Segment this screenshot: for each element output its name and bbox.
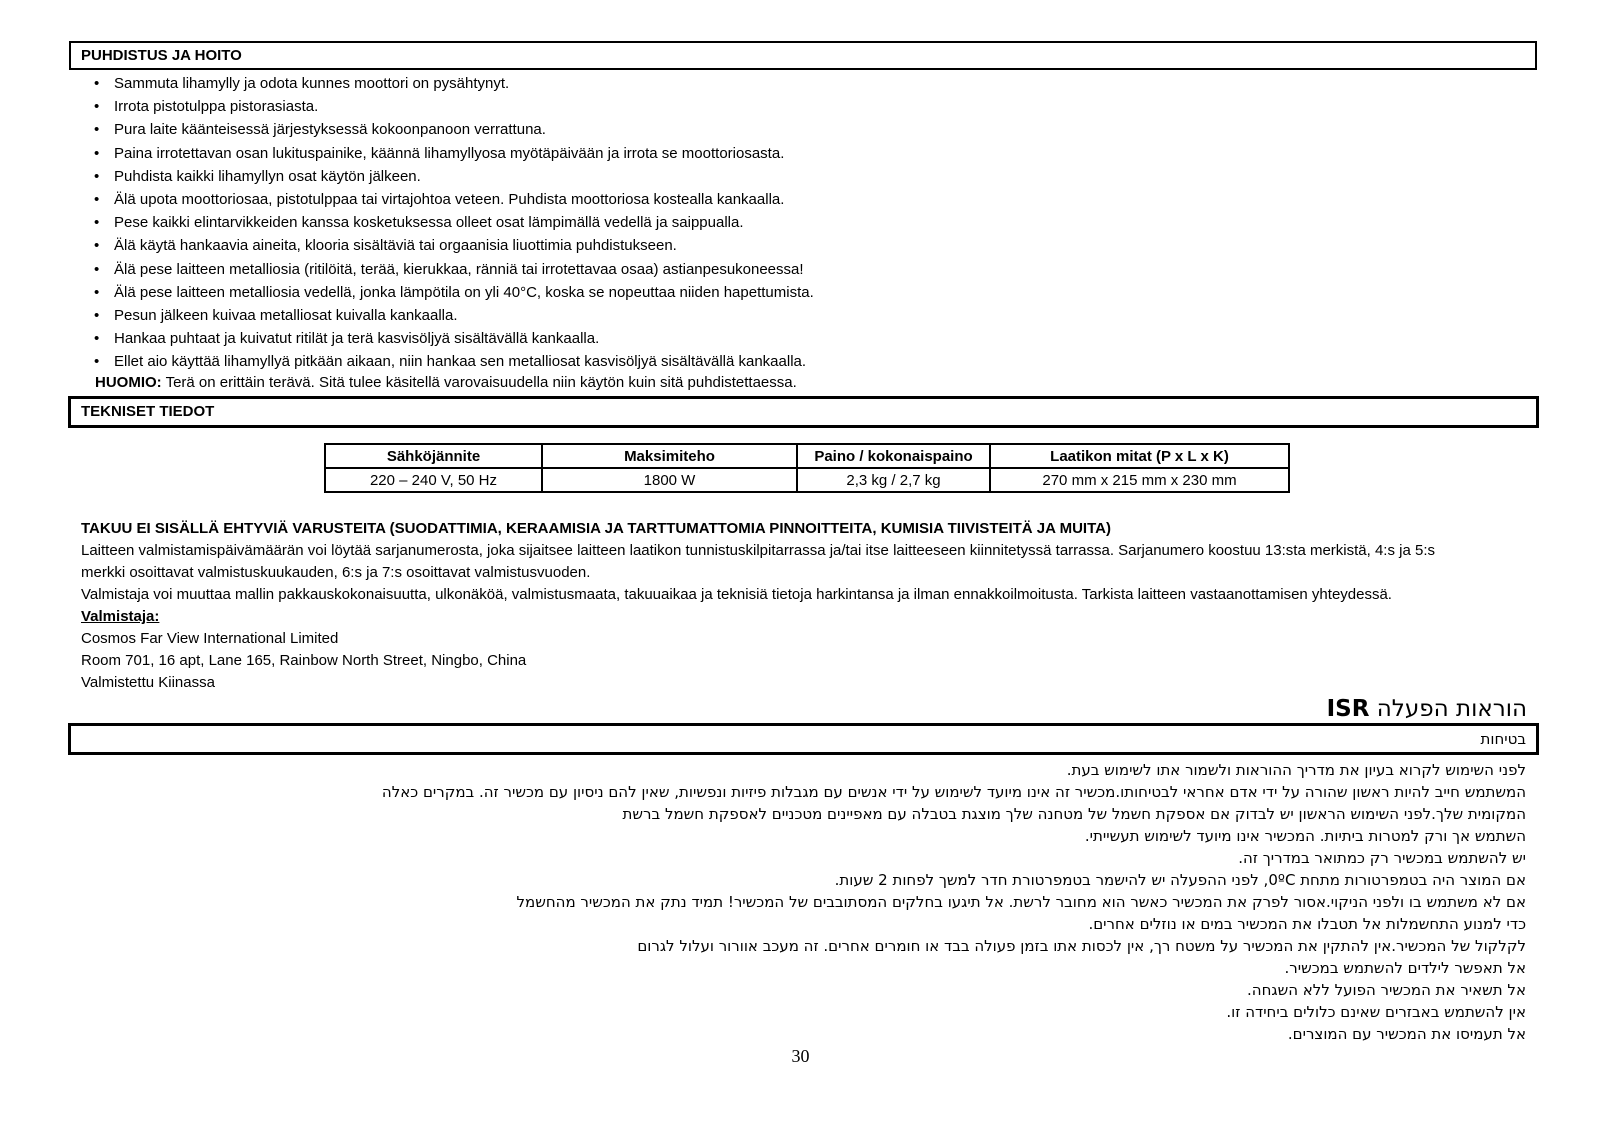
table-header-row: [325, 444, 1289, 468]
list-item: • Älä pese laitteen metalliosia (ritilöitä, terää, kierukkaa, ränniä tai irrotettavaa osaa) astianpesukoneessa!: [90, 258, 814, 281]
note-text: Terä on erittäin terävä. Sitä tulee käsitellä varovaisuudella niin käytön kuin sitä puhdistettaessa.: [161, 374, 797, 391]
list-item: • Ellet aio käyttää lihamyllyä pitkään aikaan, niin hankaa sen metalliosat kasvisöljyä sisältävällä kankaalla.: [90, 350, 814, 373]
specs-table: [324, 443, 1290, 493]
table-row: [325, 468, 1289, 492]
page-number: 30: [791, 1046, 810, 1066]
table-cell: 1800 W: [542, 468, 797, 492]
table-header-cell: Laatikon mitat (P x L x K): [990, 444, 1289, 468]
hebrew-line: יש להשתמש במכשיר רק כמתואר במדריך זה.: [1238, 849, 1526, 867]
table-cell: 270 mm x 215 mm x 230 mm: [990, 468, 1289, 492]
section-title-safety: בטיחות: [68, 723, 1539, 755]
manufacturer-label: Valmistaja:: [81, 608, 160, 625]
hebrew-line: המקומית שלך.לפני השימוש הראשון יש לבדוק אם אספקת חשמל של מטחנה שלך מוצגת בטבלה עם מאפיינים מטכניים לאספקת חשמל ברשת: [622, 805, 1526, 823]
warranty-heading: TAKUU EI SISÄLLÄ EHTYVIÄ VARUSTEITA (SUODATTIMIA, KERAAMISIA JA TARTTUMATTOMIA PINNOITTEITA, KUMISIA TIIVISTEITÄ JA MUITA): [81, 520, 1111, 537]
hebrew-title-code: ISR: [1326, 696, 1370, 722]
cleaning-list: [90, 72, 814, 374]
section-title-specs: TEKNISET TIEDOT: [68, 396, 1539, 428]
manufacturer-address: Room 701, 16 apt, Lane 165, Rainbow North Street, Ningbo, China: [81, 652, 527, 669]
hebrew-line: לקלקול של המכשיר.אין להתקין את המכשיר על משטח רך, אין לכסות אתו בזמן פעולה בבד או חומרים אחרים. זה מעכב אוורור ועלול לגרום: [637, 937, 1526, 955]
list-item: • Älä pese laitteen metalliosia vedellä, jonka lämpötila on yli 40°C, koska se nopeuttaa niiden hapettumista.: [90, 281, 814, 304]
hebrew-line: אין להשתמש באבזרים שאינם כלולים ביחידה זו.: [1226, 1003, 1526, 1021]
cleaning-note: [95, 372, 797, 394]
table-cell: 2,3 kg / 2,7 kg: [797, 468, 990, 492]
hebrew-title: [1327, 694, 1527, 724]
hebrew-line: השתמש אך ורק למטרות ביתיות. המכשיר אינו מיועד לשימוש תעשייתי.: [1084, 827, 1526, 845]
note-label: HUOMIO:: [95, 374, 162, 391]
list-item: • Irrota pistotulppa pistorasiasta.: [90, 95, 814, 118]
warranty-text-line: Laitteen valmistamispäivämäärän voi löytää sarjanumerosta, joka sijaitsee laitteen laatikon tunnistuskilpitarrassa ja/tai itse laitteeseen kiinnitetyssä tarrassa. Sarjanumero koostuu 13:sta merkistä, 4:s ja 5:s: [81, 542, 1435, 559]
list-item: • Älä upota moottoriosaa, pistotulppaa tai virtajohtoa veteen. Puhdista moottoriosa kostealla kankaalla.: [90, 188, 814, 211]
hebrew-line: אם המוצר היה בטמפרטורות מתחת 0ºC, לפני ההפעלה יש להישמר בטמפרטורת חדר למשך לפחות 2 שעות.: [834, 871, 1526, 889]
list-item: • Hankaa puhtaat ja kuivatut ritilät ja terä kasvisöljyä sisältävällä kankaalla.: [90, 327, 814, 350]
list-item: • Puhdista kaikki lihamyllyn osat käytön jälkeen.: [90, 165, 814, 188]
hebrew-line: אל תשאיר את המכשיר הפועל ללא השגחה.: [1247, 981, 1526, 999]
hebrew-line: אם לא משתמש בו ולפני הניקוי.אסור לפרק את המכשיר כאשר הוא מחובר לרשת. אל תיגעו בחלקים המסתובבים של המכשיר! תמיד נתק את המכשיר מהחשמל: [516, 893, 1526, 911]
list-item: • Sammuta lihamylly ja odota kunnes moottori on pysähtynyt.: [90, 72, 814, 95]
table-header-cell: Sähköjännite: [325, 444, 542, 468]
hebrew-line: אל תאפשר לילדים להשתמש במכשיר.: [1284, 959, 1526, 977]
table-cell: 220 – 240 V, 50 Hz: [325, 468, 542, 492]
list-item: • Pura laite käänteisessä järjestyksessä kokoonpanoon verrattuna.: [90, 118, 814, 141]
section-title-cleaning: PUHDISTUS JA HOITO: [69, 41, 1537, 70]
hebrew-line: המשתמש חייב להיות ראשון שהורה על ידי אדם אחראי לבטיחותו.מכשיר זה אינו מיועד לשימוש על ידי אנשים עם מגבלות פיזיות ונפשיות, שאין להם ניסיון עם מכשיר זה. במקרים כאלה: [381, 783, 1526, 801]
warranty-text-line: merkki osoittavat valmistuskuukauden, 6:s ja 7:s osoittavat valmistusvuoden.: [81, 564, 591, 581]
hebrew-title-text: הוראות הפעלה: [1376, 696, 1527, 722]
list-item: • Pese kaikki elintarvikkeiden kanssa kosketuksessa olleet osat lämpimällä vedellä ja saippualla.: [90, 211, 814, 234]
hebrew-line: אל תעמיסו את המכשיר עם המוצרים.: [1287, 1025, 1526, 1043]
table-header-cell: Paino / kokonaispaino: [797, 444, 990, 468]
made-in: Valmistettu Kiinassa: [81, 674, 215, 691]
hebrew-line: כדי למנוע התחשמלות אל תטבלו את המכשיר במים או נוזלים אחרים.: [1088, 915, 1526, 933]
table-header-cell: Maksimiteho: [542, 444, 797, 468]
list-item: • Älä käytä hankaavia aineita, klooria sisältäviä tai orgaanisia liuottimia puhdistukseen.: [90, 234, 814, 257]
hebrew-line: לפני השימוש לקרוא בעיון את מדריך ההוראות ולשמור אתו לשימוש בעת.: [1066, 761, 1526, 779]
list-item: • Paina irrotettavan osan lukituspainike, käännä lihamyllyosa myötäpäivään ja irrota se moottoriosasta.: [90, 142, 814, 165]
manufacturer-name: Cosmos Far View International Limited: [81, 630, 339, 647]
list-item: • Pesun jälkeen kuivaa metalliosat kuivalla kankaalla.: [90, 304, 814, 327]
warranty-text-line: Valmistaja voi muuttaa mallin pakkauskokonaisuutta, ulkonäköä, valmistusmaata, takuuaikaa ja teknisiä tietoja harkintansa ja ilman ennakkoilmoitusta. Tarkista laitteen vastaanottamisen yhteydessä.: [81, 586, 1392, 603]
